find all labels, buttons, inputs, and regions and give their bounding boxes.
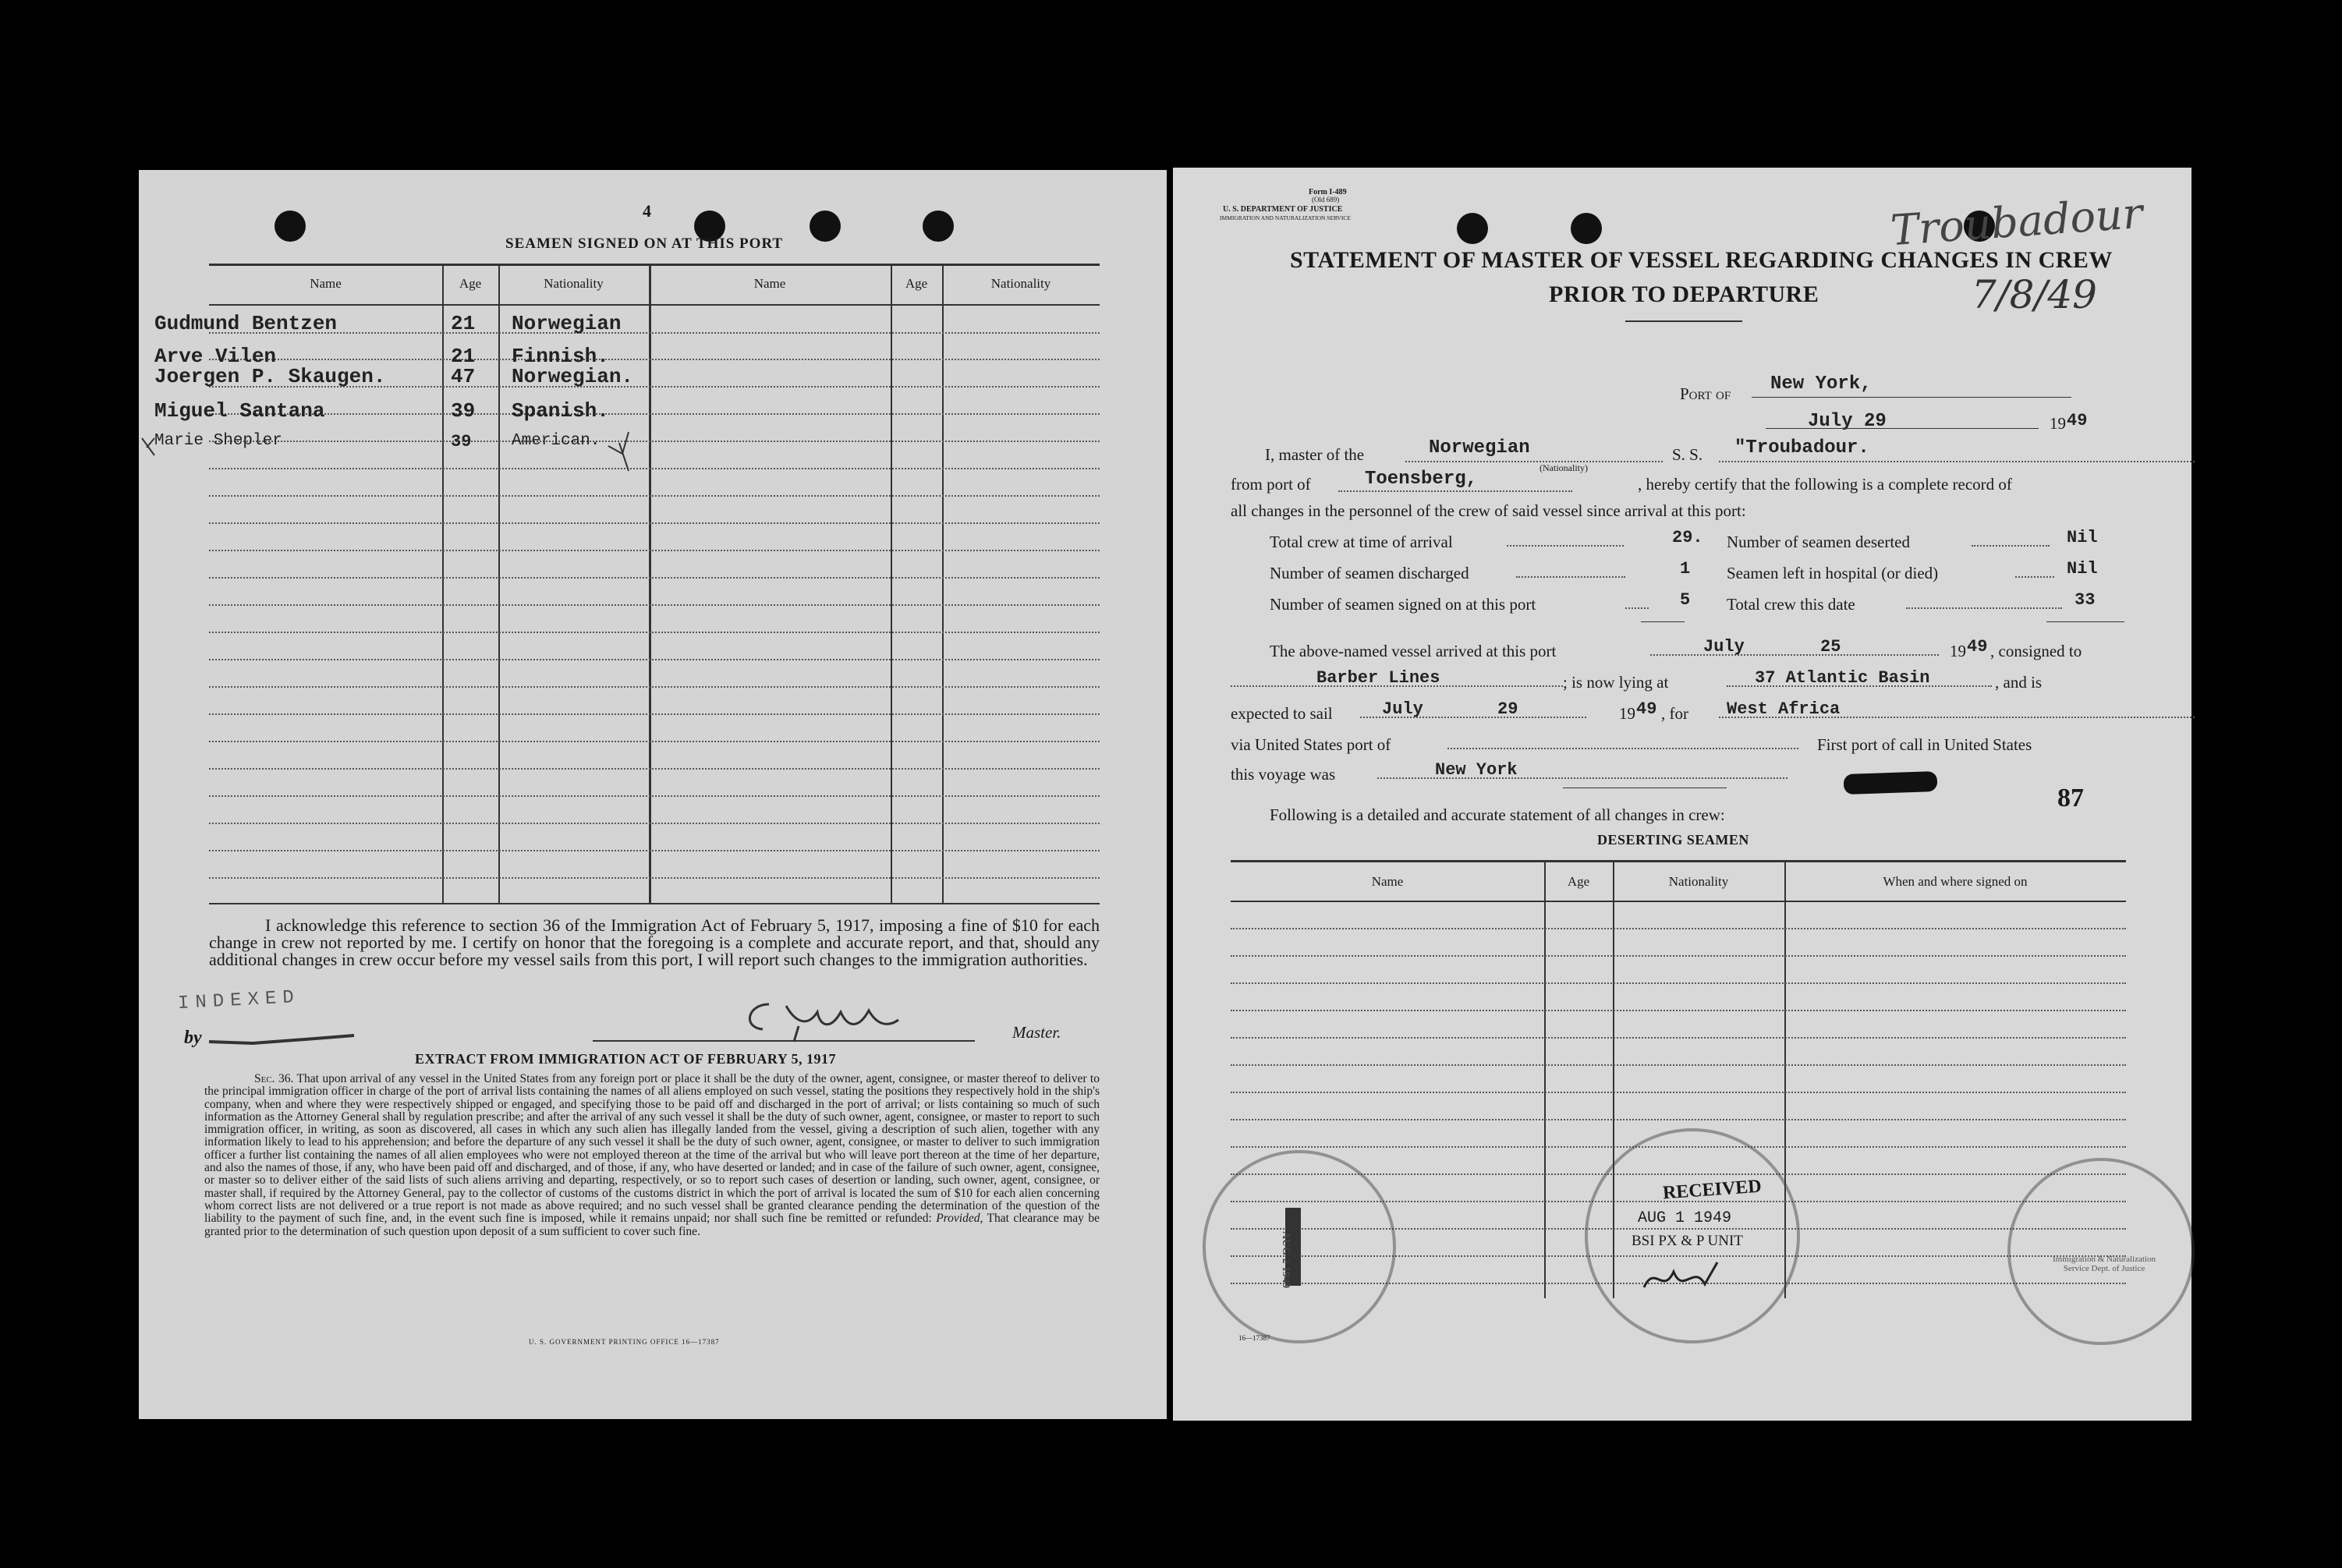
col-header-nationality-2: Nationality [990,276,1051,291]
row-rule [1231,1119,2126,1120]
voyage-value: New York [1435,760,1518,780]
row-rule [209,495,1100,497]
for-text: , for [1661,704,1688,723]
ss-label: S. S. [1672,445,1703,464]
extract-body: That upon arrival of any vessel in the United States from any foreign port or place it shall be the duty of the owner, agent, consignee, or master thereof to deliver to the principal immigration officer in charge of the port of arrival lists containing the names of all aliens employed on such vessel, stating the positions they respectively hold in the ship's company, when and where they were respectively shipped or engaged, and specifying those to be paid off and discharged in the port of arrival; or lists containing so much of such information as the Attorney General shall by regulation prescribe; and after the arrival of any such vessel it shall be the duty of such owner, agent, consignee, or master to report to such immigration officer, in writing, as soon as discovered, all cases in which any such alien has illegally landed from the vessel, giving a description of such alien, together with any information likely to lead to his apprehension; and before the departure of any such vessel it shall be the duty of such owner, agent, consignee, or master to deliver to such immigration officer a further list containing the names of all alien employees who were not employed thereon at the time of the arrival but who will leave port thereon at the time of her departure, and also the names of those, if any, who have been paid off and discharged, and of those, if any, who have deserted or landed; and in case of the failure of such owner, agent, consignee, or master so to deliver either of the said lists of such aliens arriving and departing, respectively, or so to report such cases of desertion or landing, such owner, agent, consignee, or master shall, if required by the Attorney General, pay to the collector of customs of the customs district in which the port of arrival is located the sum of $10 for each alien concerning whom correct lists are not delivered or a true report is not made as above required; and no such vessel shall be granted clearance pending the determination of the question of the liability to the payment of such fine, and, in the event such fine is imposed, while it remains unpaid; nor shall such fine be remitted or refunded: [204,1072,1100,1226]
row-rule [209,359,1100,360]
table-top-rule [1231,860,2126,862]
fill-line [1377,777,1788,779]
fill-line [1405,461,1663,462]
punch-hole [275,211,306,242]
seaman-nationality: Norwegian [512,312,622,335]
arrived-text: The above-named vessel arrived at this port [1270,642,1557,660]
lying-text: ; is now lying at [1563,673,1669,692]
right-page [1173,168,2191,1421]
col-divider [942,265,944,903]
seaman-age: 47 [451,365,476,388]
page-number: 4 [643,201,651,221]
form-title-line1: STATEMENT OF MASTER OF VESSEL REGARDING CHANGES IN CREW [1290,247,2113,273]
fill-line [1650,654,1939,656]
handwritten-vessel-name: Troubadour [1889,188,2145,256]
first-port-text: First port of call in United States [1817,735,2032,754]
section-label: Sec. 36. [254,1072,294,1085]
service-stamp [2007,1158,2195,1345]
fill-line [1447,748,1798,749]
stamp-unit: BSI PX & P UNIT [1632,1233,1743,1249]
col-divider [891,265,892,903]
row-rule [209,468,1100,469]
extract-title: EXTRACT FROM IMMIGRATION ACT OF FEBRUARY 5, 1917 [415,1051,837,1067]
stamp-service: Immigration & Naturalization Service Dept. of Justice [2053,1255,2156,1273]
stamp-date: AUG 1 1949 [1638,1209,1732,1227]
col-header-age-2: Age [905,276,928,291]
service: IMMIGRATION AND NATURALIZATION SERVICE [1220,214,1351,221]
stat-value: Nil [2067,528,2098,547]
signature-line [593,1040,975,1042]
by-label: by [184,1028,202,1048]
year-prefix: 19 [2050,414,2066,433]
col-header-nationality: Nationality [1668,874,1729,889]
leader-dots [2015,576,2054,578]
date-stamp [1203,1150,1396,1343]
row-rule [209,877,1100,879]
master-label: Master. [1012,1023,1061,1042]
punch-hole [810,211,841,242]
seaman-name: Miguel Santana [154,399,325,423]
from-port-value: Toensberg, [1365,469,1478,490]
stamp-received: RECEIVED [1662,1176,1763,1204]
indexed-stamp: INDEXED [177,986,301,1015]
col-header-age: Age [1567,874,1590,889]
seaman-nationality: Finnish. [512,345,609,368]
row-rule [209,768,1100,770]
consignee-value: Barber Lines [1316,668,1440,688]
redaction-mark [1844,771,1938,795]
punch-hole [1457,213,1488,244]
row-rule [209,577,1100,579]
stat-label: Number of seamen deserted [1727,533,1910,551]
table-header-rule [209,304,1100,306]
stat-label: Seamen left in hospital (or died) [1727,564,1939,582]
seaman-name: Marie Shepler [154,432,282,450]
row-rule [209,850,1100,851]
seaman-name: Gudmund Bentzen [154,312,338,335]
arrived-year: 49 [1967,637,1988,657]
row-rule [1231,1092,2126,1093]
vessel-name-value: "Troubadour. [1734,437,1869,458]
seaman-age: 39 [451,432,472,451]
fill-line [1231,685,1563,687]
table-header-rule [1231,901,2126,902]
received-stamp [1585,1128,1800,1343]
stat-label: Total crew this date [1727,595,1855,614]
form-old-number: (Old 689) [1312,196,1340,204]
all-changes-text: all changes in the personnel of the crew of said vessel since arrival at this port: [1231,501,1746,520]
row-rule [209,550,1100,551]
col-header-name: Name [310,276,342,291]
row-rule [209,823,1100,824]
voyage-text: this voyage was [1231,765,1336,784]
row-rule [209,741,1100,742]
arrived-day: 25 [1820,637,1841,657]
col-divider [649,265,651,903]
seaman-age: 39 [451,399,476,423]
row-rule [1231,1064,2126,1066]
section-title: SEAMEN SIGNED ON AT THIS PORT [505,235,784,252]
row-rule [209,441,1100,442]
sail-day: 29 [1497,699,1518,719]
row-rule [1231,955,2126,957]
master-prefix: I, master of the [1265,445,1365,464]
col-divider [1544,862,1546,1298]
fill-line [1360,717,1586,718]
page-number: 87 [2057,784,2084,812]
nationality-value: Norwegian [1429,437,1530,458]
row-rule [209,522,1100,524]
row-rule [209,604,1100,606]
col-header-nationality: Nationality [544,276,604,291]
handwritten-date: 7/8/49 [1972,272,2097,317]
printing-office: U. S. GOVERNMENT PRINTING OFFICE 16—17387 [529,1338,720,1346]
punch-hole [923,211,954,242]
sail-month: July [1382,699,1423,719]
leader-dots [1507,545,1624,547]
signature-scrawl [206,1026,362,1049]
stat-value: 1 [1680,559,1691,579]
destination-value: West Africa [1727,699,1841,719]
extract-tail: That clearance may be granted prior to the determination of such question upon deposit of a sum sufficient to cover such fine. [204,1212,1100,1238]
via-text: via United States port of [1231,735,1391,754]
fill-line [1727,685,1992,687]
form-code: 16—17387 [1238,1334,1270,1342]
col-header-name: Name [1371,874,1404,889]
row-rule [1231,1037,2126,1039]
stat-value: Nil [2067,559,2098,579]
stat-value: 29. [1672,528,1703,547]
fill-line [1641,621,1685,622]
row-rule [1231,928,2126,929]
check-mark-icon [605,427,636,474]
department: U. S. DEPARTMENT OF JUSTICE [1223,205,1343,214]
fill-line [1338,490,1572,492]
leader-dots [1906,607,2062,609]
row-rule [209,659,1100,660]
arrived-month: July [1703,637,1745,657]
acknowledgment-text: I acknowledge this reference to section 36 of the Immigration Act of February 5, 1917, imposing a fine of $10 for each change in crew not reported by me. I certify on honor that the foregoing is a complete and accurate report, and that, should any additional changes in crew occur before my vessel sails from this port, I will report such changes to the immigration authorities. [209,915,1100,969]
lying-value: 37 Atlantic Basin [1755,668,1930,688]
from-port-label: from port of [1231,475,1311,494]
form-number: Form I-489 [1309,188,1347,196]
row-rule [209,332,1100,334]
row-rule [209,686,1100,688]
date-value: July 29 [1808,411,1887,432]
table-bottom-rule [209,903,1100,904]
seaman-name: Arve Vilen [154,345,277,368]
fill-line [1752,397,2071,398]
port-value: New York, [1770,373,1872,395]
following-text: Following is a detailed and accurate statement of all changes in crew: [1270,805,1725,824]
seaman-age: 21 [451,345,476,368]
col-header-age: Age [459,276,482,291]
fill-line [1766,428,2039,429]
col-divider [442,265,444,903]
stat-label: Number of seamen discharged [1270,564,1469,582]
row-rule [209,713,1100,715]
col-divider [498,265,500,903]
stamp-initials [1639,1256,1733,1303]
expected-text: expected to sail [1231,704,1333,723]
year-value: 49 [2067,411,2088,430]
leader-dots [1972,545,2050,547]
title-underline [1625,320,1742,322]
nationality-caption: (Nationality) [1539,462,1588,473]
row-rule [1231,1010,2126,1011]
seaman-nationality: Norwegian. [512,365,634,388]
seaman-age: 21 [451,312,476,335]
deserting-title: DESERTING SEAMEN [1597,832,1749,848]
stat-label: Total crew at time of arrival [1270,533,1453,551]
leader-dots [1625,607,1649,609]
extract-text [204,1073,1100,1238]
fill-line [1719,717,2195,718]
sail-year: 49 [1636,699,1657,719]
row-rule [209,795,1100,797]
col-header-name-2: Name [753,276,786,291]
check-mark-icon [139,435,162,458]
fill-line [2046,621,2124,622]
row-rule [209,632,1100,633]
form-title-line2: PRIOR TO DEPARTURE [1549,281,1819,307]
col-header-signed-on: When and where signed on [1883,874,2028,889]
year-prefix: 19 [1619,704,1635,723]
left-page [139,170,1167,1419]
stat-value: 33 [2074,590,2096,610]
fill-line [1719,461,2195,462]
stat-label: Number of seamen signed on at this port [1270,595,1536,614]
master-signature [732,989,911,1043]
consigned-text: , consigned to [1990,642,2082,660]
stamp-date: AUG 2 1949 [1280,1231,1291,1289]
row-rule [209,413,1100,415]
stat-value: 5 [1680,590,1691,610]
table-top-rule [209,264,1100,266]
year-prefix: 19 [1950,642,1966,660]
row-rule [1231,982,2126,984]
punch-hole [1571,213,1602,244]
certify-text: , hereby certify that the following is a complete record of [1638,475,2012,494]
and-is-text: , and is [1995,673,2043,692]
port-label: Port of [1680,384,1731,403]
provided-label: Provided, [936,1212,983,1226]
leader-dots [1516,576,1625,578]
seaman-name: Joergen P. Skaugen. [154,365,386,388]
seaman-nationality: Spanish. [512,399,609,423]
seaman-nationality: American. [512,432,601,450]
